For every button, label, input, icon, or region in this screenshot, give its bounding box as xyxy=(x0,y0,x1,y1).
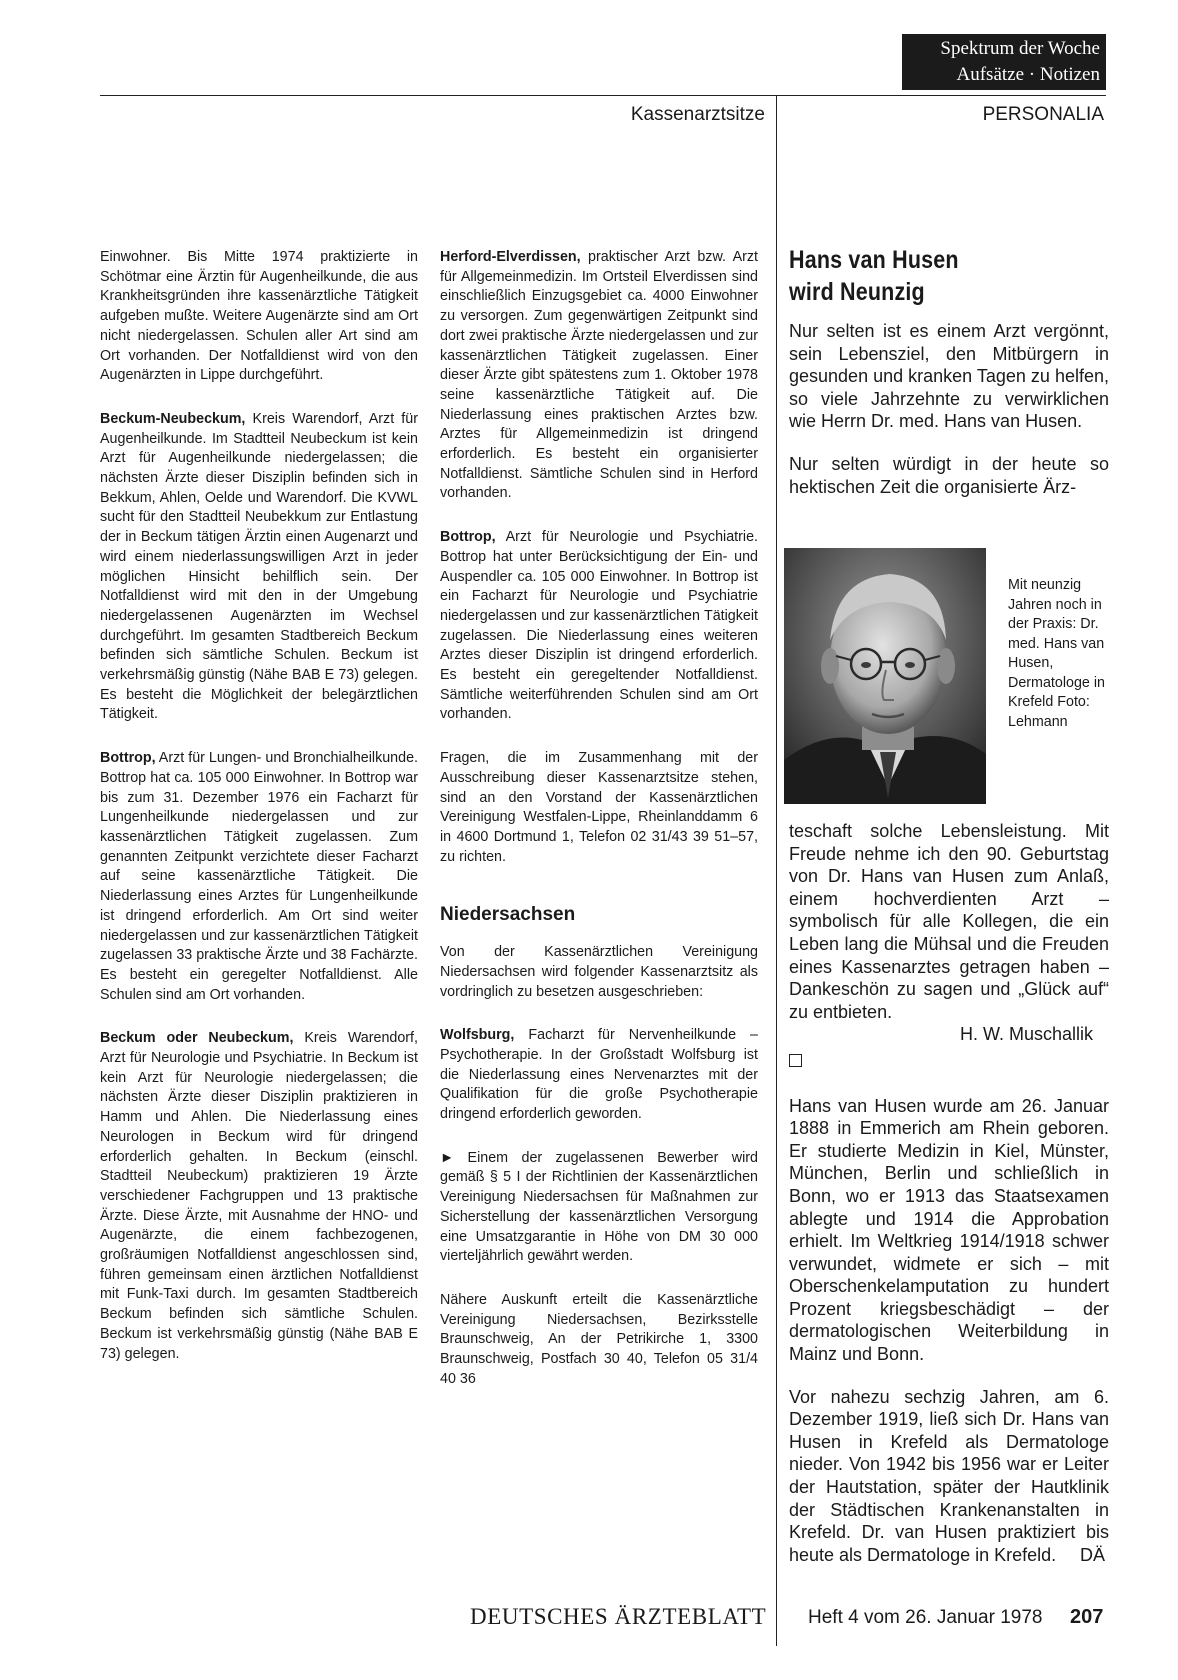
arrow-marker: ► xyxy=(440,1149,455,1166)
paragraph: Beckum oder Neubeckum, Kreis Warendorf, Arzt für Neurologie und Psychiatrie. In Beckum ist kein Arzt für Neurologie niedergelassen; die nächsten Ärzte dieser Disziplin praktizieren in Hamm und Ahlen. Die Niederlassung eines Neurologen in Beckum wird für dringend erforderlich gehalten. In Beckum (einschl. Stadtteil Neubeckum) praktizieren 19 Ärzte verschiedener Fachgruppen und 13 praktische Ärzte. Diese Ärzte, mit Ausnahme der HNO- und Augenärzte, die einem fachbezogenen, großräumigen Notfalldienst angeschlossen sind, führen gemeinsam einen ärztlichen Notfalldienst mit Funk-Taxi durch. Im gesamten Stadtbereich Beckum befinden sich sämtliche Schulen. Beckum ist verkehrsmäßig günstig (Nähe BAB E 73) gelegen. xyxy=(100,1030,418,1362)
paragraph: Nur selten ist es einem Arzt vergönnt, sein Lebensziel, den Mitbürgern in gesunden und kranken Tagen zu helfen, so viele Jahrzehnte zu verwirklichen wie Herrn Dr. med. Hans van Husen. xyxy=(789,321,1109,432)
paragraph: Beckum-Neubeckum, Kreis Warendorf, Arzt für Augenheilkunde. Im Stadtteil Neubeckum ist kein Arzt für Augenheilkunde niedergelassen; die nächsten Ärzte dieser Disziplin befinden sich in Bekkum, Ahlen, Oelde und Warendorf. Die KVWL sucht für den Stadtteil Neubekkum zur Entlastung der in Beckum tätigen Ärztin einen Augenarzt und wird einem niederlassungswilligen Arzt in jeder möglichen Hinsicht behilflich sein. Der Notfalldienst wird mit den in der Umgebung niedergelassenen Augenärzten im Wechsel durchgeführt. Im gesamten Stadtbereich Beckum befinden sich sämtliche Schulen. Beckum ist verkehrsmäßig günstig (Nähe BAB E 73) gelegen. Es besteht die Möglichkeit der belegärztlichen Tätigkeit. xyxy=(100,410,418,723)
place-heading: Beckum-Neubeckum, xyxy=(100,410,246,427)
paragraph: Hans van Husen wurde am 26. Januar 1888 in Emmerich am Rhein geboren. Er studierte Medizin in Kiel, Münster, München, Berlin und schließlich in Bonn, wo er 1913 das Staatsexamen ablegte und 1914 die Approbation erhielt. Im Weltkrieg 1914/1918 schwer verwundet, widmete er sich – mit Oberschenkelamputation zu hundert Prozent kriegsbeschädigt – der dermatologischen Weiterbildung in Mainz und Bonn. xyxy=(789,1095,1109,1365)
paragraph: Wolfsburg, Facharzt für Nervenheilkunde – Psychotherapie. In der Großstadt Wolfsburg ist die Niederlassung eines Nervenarztes mit der Qualifikation für die große Psychotherapie dringend erforderlich geworden. xyxy=(440,1027,758,1123)
column-divider xyxy=(776,96,777,1646)
paragraph: Von der Kassenärztlichen Vereinigung Niedersachsen wird folgender Kassenarztsitz als vordringlich zu besetzen ausgeschrieben: xyxy=(440,944,758,1000)
paragraph: Fragen, die im Zusammenhang mit der Ausschreibung dieser Kassenarztsitze stehen, sind an den Vorstand der Kassenärztlichen Vereinigung Westfalen-Lippe, Rheinlanddamm 6 in 4600 Dortmund 1, Telefon 02 31/43 39 51–57, zu richten. xyxy=(440,750,758,865)
right-section-title: PERSONALIA xyxy=(982,104,1104,125)
end-square-icon xyxy=(789,1054,802,1067)
paragraph: ► Einem der zugelassenen Bewerber wird gemäß § 5 I der Richtlinien der Kassenärztlichen Vereinigung Niedersachsen für Maßnahmen zur Sicherstellung der kassenärztlichen Versorgung eine Umsatzgarantie in Höhe von DM 30 000 vierteljährlich gewährt werden. xyxy=(440,1149,758,1265)
article-intro xyxy=(789,320,1109,518)
column-2 xyxy=(440,248,758,1413)
article-title-line1: Hans van Husen xyxy=(789,246,959,274)
paragraph: Herford-Elverdissen, praktischer Arzt bzw. Arzt für Allgemeinmedizin. Im Ortsteil Elverdissen sind einschließlich Einzugsgebiet ca. 4000 Einwohner zu versorgen. Zum gegenwärtigen Zeitpunkt sind dort zwei praktische Ärzte niedergelassen und zur kassenärztlichen Tätigkeit zugelassen. Einer dieser Ärzte gibt spätestens zum 1. Oktober 1978 seine kassenärztliche Tätigkeit auf. Die Niederlassung eines praktischen Arztes bzw. Arztes für Allgemeinmedizin ist dringend erforderlich. Es besteht ein organisierter Notfalldienst. Sämtliche Schulen sind in Herford vorhanden. xyxy=(440,249,758,502)
paragraph: Vor nahezu sechzig Jahren, am 6. Dezember 1919, ließ sich Dr. Hans van Husen in Krefeld als Dermatologe nieder. Von 1942 bis 1956 war er Leiter der Hautstation, später der Hautklinik der Städtischen Krankenanstalten in Krefeld. Dr. van Husen praktiziert bis heute als Dermatologe in Krefeld. xyxy=(789,1386,1109,1565)
paragraph: teschaft solche Lebensleistung. Mit Freude nehme ich den 90. Geburtstag von Dr. Hans van Husen zum Anlaß, einem hochverdienten Arzt – symbolisch für alle Kollegen, die ein Leben lang die Mühsal und die Freuden eines Kassenarztes getragen haben – Dankeschön zu sagen und „Glück auf“ zu entbieten. xyxy=(789,821,1109,1022)
left-section-title: Kassenarztsitze xyxy=(630,104,765,125)
footer-journal: DEUTSCHES ÄRZTEBLATT xyxy=(470,1604,767,1629)
photo-caption: Mit neunzig Jahren noch in der Praxis: Dr. med. Hans van Husen, Dermatologe in Krefeld Foto: Lehmann xyxy=(1008,577,1105,730)
paragraph: Bottrop, Arzt für Neurologie und Psychiatrie. Bottrop hat unter Berücksichtigung der Ein- und Auspendler ca. 105 000 Einwohner. In Bottrop ist ein Facharzt für Neurologie und Psychiatrie niedergelassen und zur kassenärztlichen Tätigkeit zugelassen. Die Niederlassung eines weiteren Arztes dieser Disziplin ist dringend erforderlich. Es besteht ein geregeltender Notfalldienst. Sämtliche weiterführenden Schulen sind am Ort vorhanden. xyxy=(440,529,758,723)
portrait-photo xyxy=(784,548,986,804)
article-sign: DÄ xyxy=(1079,1545,1105,1566)
paragraph: Bottrop, Arzt für Lungen- und Bronchialheilkunde. Bottrop hat ca. 105 000 Einwohner. In Bottrop war bis zum 31. Dezember 1976 ein Facharzt für Lungenheilkunde niedergelassen und zur kassenärztlichen Tätigkeit zugelassen. Zum genannten Zeitpunkt verzichtete dieser Facharzt auf seine kassenärztliche Tätigkeit. Die Niederlassung eines Arztes für Lungenheilkunde ist dringend erforderlich. Am Ort sind weiter niedergelassen und zur kassenärztlichen Tätigkeit zugelassen 33 praktische Ärzte und 38 Fachärzte. Es besteht ein geregelter Notfalldienst. Alle Schulen sind am Ort vorhanden. xyxy=(100,750,418,1003)
paragraph: Einwohner. Bis Mitte 1974 praktizierte in Schötmar eine Ärztin für Augenheilkunde, die aus Krankheitsgründen ihre kassenärztliche Tätigkeit aufgeben mußte. Weitere Augenärzte sind am Ort nicht niedergelassen. Schulen aller Art sind am Ort vorhanden. Der Notfalldienst wird von den Augenärzten in Lippe durchgeführt. xyxy=(100,249,418,384)
column-1 xyxy=(100,248,418,1388)
place-heading: Beckum oder Neubeckum, xyxy=(100,1030,294,1047)
header-rule xyxy=(100,95,1106,96)
section-heading: Niedersachsen xyxy=(440,904,576,926)
place-heading: Bottrop, xyxy=(100,750,156,767)
section-tag-line2: Aufsätze · Notizen xyxy=(956,64,1100,85)
article-body xyxy=(789,820,1109,1567)
paragraph: Nur selten würdigt in der heute so hektischen Zeit die organisierte Ärz- xyxy=(789,453,1109,497)
section-tag-line1: Spektrum der Woche xyxy=(940,38,1100,59)
author-signature: H. W. Muschallik xyxy=(959,1024,1093,1045)
place-heading: Wolfsburg, xyxy=(440,1027,515,1044)
article-title-line2: wird Neunzig xyxy=(789,278,925,306)
section-tag xyxy=(902,34,1106,90)
place-heading: Bottrop, xyxy=(440,529,496,546)
article-title xyxy=(789,244,1129,308)
portrait-photo-image xyxy=(784,548,986,804)
place-heading: Herford-Elverdissen, xyxy=(440,249,581,265)
paragraph: Nähere Auskunft erteilt die Kassenärztliche Vereinigung Niedersachsen, Bezirksstelle Braunschweig, An der Petrikirche 1, 3300 Braunschweig, Postfach 30 40, Telefon 05 31/4 40 36 xyxy=(440,1291,758,1387)
footer-page-number: 207 xyxy=(1070,1606,1104,1628)
footer-issue: Heft 4 vom 26. Januar 1978 xyxy=(808,1607,1043,1628)
end-square xyxy=(789,1050,1109,1073)
